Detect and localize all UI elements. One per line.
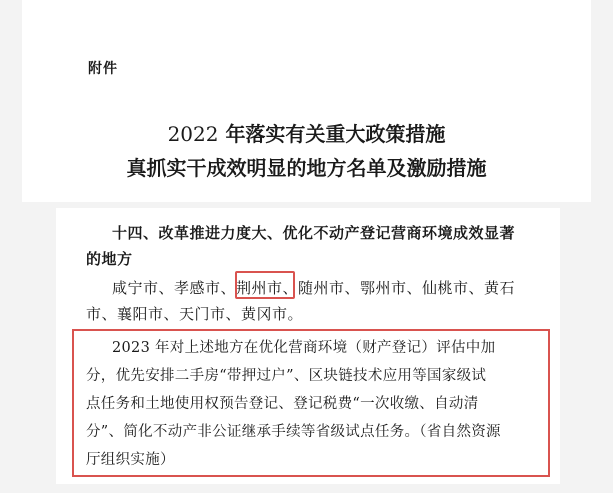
attachment-label: 附件 xyxy=(88,61,118,77)
document-title-line-1 xyxy=(0,118,613,147)
title-year: 2022 xyxy=(167,122,219,146)
measures-line-5: 厅组织实施） xyxy=(86,452,175,468)
city-list-line-2: 市、襄阳市、天门市、黄冈市。 xyxy=(86,305,304,323)
section-heading-line-1: 十四、改革推进力度大、优化不动产登记营商环境成效显著 xyxy=(112,224,516,242)
section-heading-line-2: 的地方 xyxy=(86,250,133,268)
cities-after: 、随州市、鄂州市、仙桃市、黄石 xyxy=(282,279,516,297)
title-line-1-text: 年落实有关重大政策措施 xyxy=(225,122,446,146)
document-title-line-2: 真抓实干成效明显的地方名单及激励措施 xyxy=(126,156,487,180)
highlighted-city: 荆州市 xyxy=(236,279,283,297)
measures-line-1: 2023 年对上述地方在优化营商环境（财产登记）评估中加 xyxy=(112,340,496,356)
city-highlight-box xyxy=(235,271,295,299)
cities-before: 咸宁市、孝感市、 xyxy=(112,279,237,297)
measures-line-3: 点任务和土地使用权预告登记、登记税费“一次收缴、自动清 xyxy=(86,396,479,412)
measures-line-2: 分，优先安排二手房“带押过户”、区块链技术应用等国家级试 xyxy=(86,368,487,384)
measures-line-4: 分”、简化不动产非公证继承手续等省级试点任务。（省自然资源 xyxy=(86,424,501,440)
city-list-line-1 xyxy=(112,277,515,298)
